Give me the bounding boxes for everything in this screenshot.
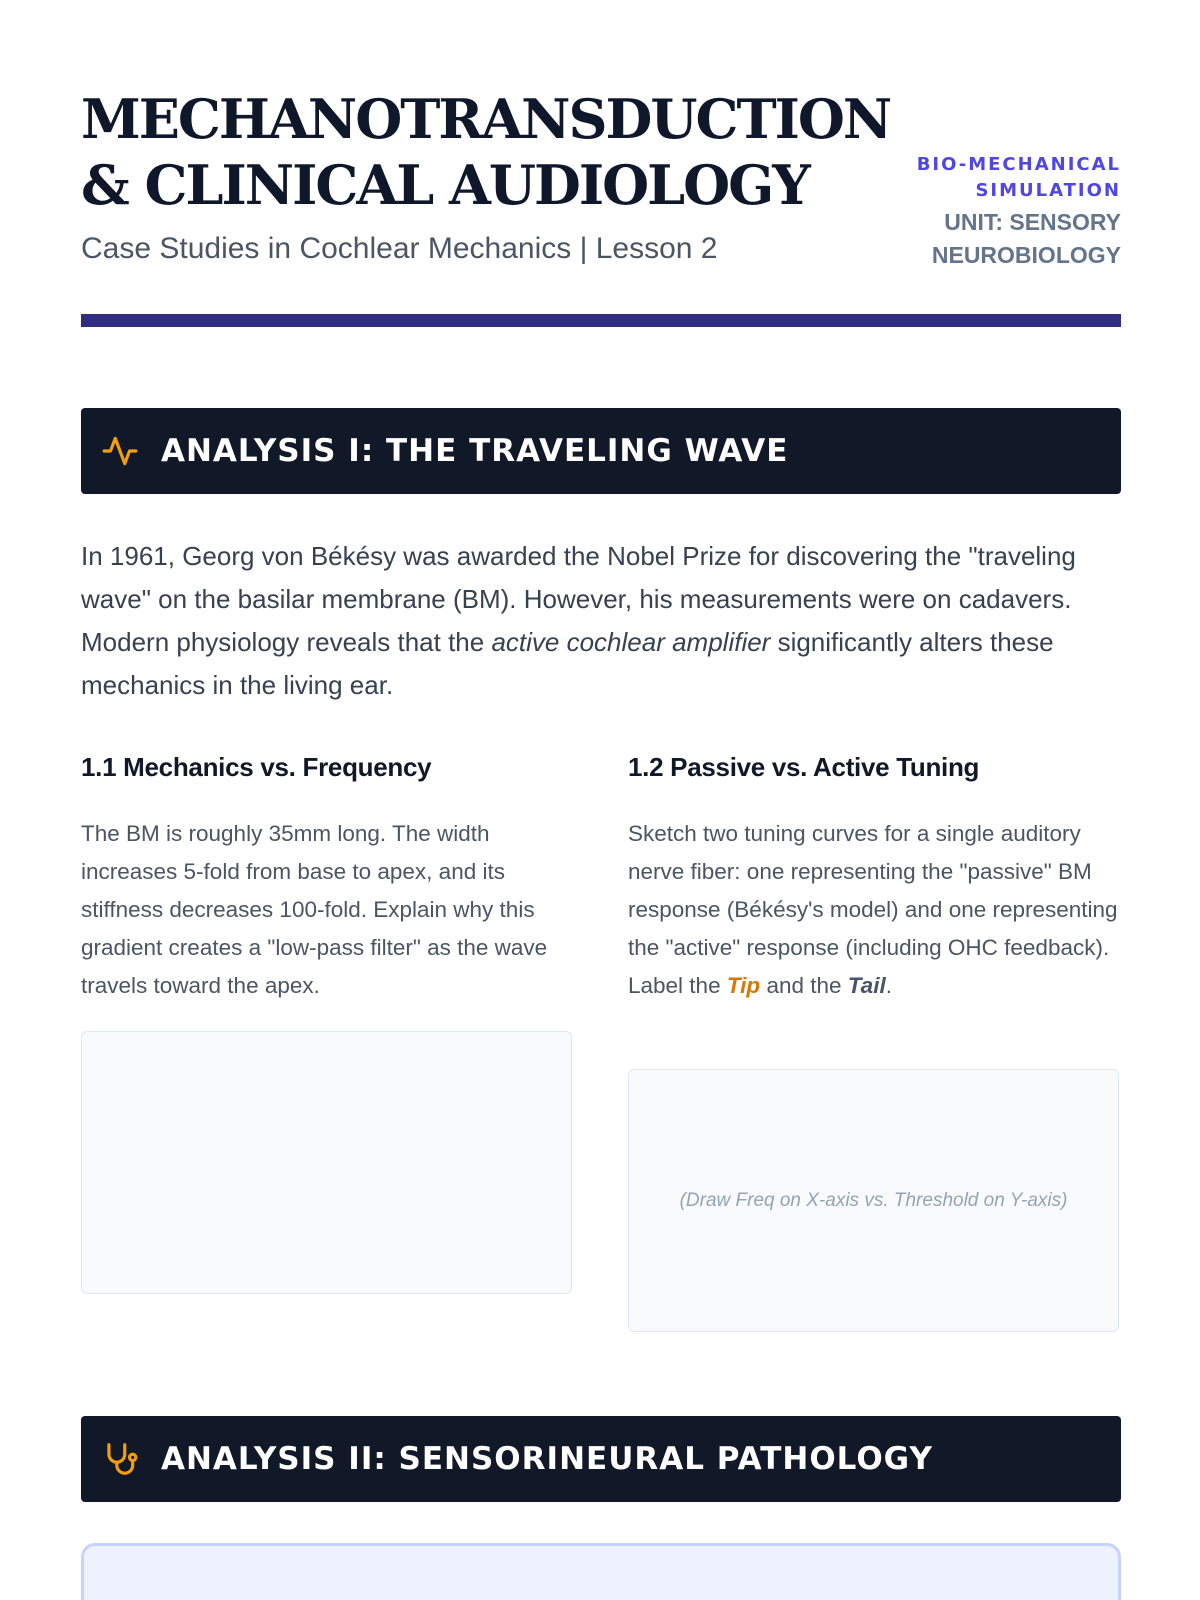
header-meta bbox=[861, 152, 1121, 272]
section-1-intro bbox=[81, 535, 1121, 707]
page-subtitle: Case Studies in Cochlear Mechanics | Lesson 2 bbox=[81, 232, 718, 265]
question-1-1 bbox=[81, 748, 574, 998]
simulation-tag-line-2: SIMULATION bbox=[975, 180, 1121, 201]
intro-emphasis: active cochlear amplifier bbox=[491, 627, 771, 657]
question-1-1-body: The BM is roughly 35mm long. The width increases 5-fold from base to apex, and its stiffness decreases 100-fold. Explain why this gradient creates a "low-pass filter" as the wave travels toward the apex. bbox=[81, 821, 548, 998]
sketch-box-hint: (Draw Freq on X-axis vs. Threshold on Y-axis) bbox=[679, 1189, 1068, 1211]
header-divider bbox=[81, 314, 1121, 327]
page-header bbox=[81, 86, 1121, 306]
title-line-2: & CLINICAL AUDIOLOGY bbox=[81, 153, 809, 217]
worksheet-page bbox=[81, 0, 1121, 1600]
question-1-2 bbox=[628, 748, 1121, 1211]
unit-label-line-2: NEUROBIOLOGY bbox=[931, 242, 1121, 268]
unit-label-line-1: UNIT: SENSORY bbox=[944, 209, 1121, 235]
intro-text-part-2: significantly alters these mechanics in the living ear. bbox=[81, 627, 1054, 700]
stethoscope-icon bbox=[100, 1439, 140, 1479]
case-study-card bbox=[81, 1543, 1121, 1600]
question-1-2-body-part-1: Sketch two tuning curves for a single auditory nerve fiber: one representing the "passive" BM response (Békésy's model) and one representing the "active" response (including OHC feedback). Label the bbox=[628, 821, 1118, 998]
question-1-2-heading: 1.2 Passive vs. Active Tuning bbox=[628, 752, 980, 782]
question-1-1-answer-box[interactable] bbox=[81, 1031, 572, 1294]
section-2-banner bbox=[81, 1416, 1121, 1502]
question-1-1-heading: 1.1 Mechanics vs. Frequency bbox=[81, 752, 432, 782]
tip-label: Tip bbox=[726, 973, 761, 998]
tail-label: Tail bbox=[847, 973, 886, 998]
intro-text-part-1: In 1961, Georg von Békésy was awarded the Nobel Prize for discovering the "traveling wave" on the basilar membrane (BM). However, his measurements were on cadavers. Modern physiology reveals that the bbox=[81, 541, 1076, 657]
question-1-2-sketch-box[interactable] bbox=[628, 1069, 1119, 1332]
title-line-1: MECHANOTRANSDUCTION bbox=[81, 87, 891, 151]
page-title bbox=[81, 86, 901, 218]
activity-pulse-icon bbox=[100, 431, 140, 471]
question-1-2-body bbox=[628, 815, 1121, 1005]
section-1-title: ANALYSIS I: THE TRAVELING WAVE bbox=[161, 433, 789, 469]
section-2-title: ANALYSIS II: SENSORINEURAL PATHOLOGY bbox=[161, 1441, 933, 1477]
question-1-2-body-part-3: . bbox=[885, 973, 892, 998]
question-1-2-body-part-2: and the bbox=[760, 973, 848, 998]
simulation-tag-line-1: BIO-MECHANICAL bbox=[916, 154, 1121, 175]
section-1-banner bbox=[81, 408, 1121, 494]
